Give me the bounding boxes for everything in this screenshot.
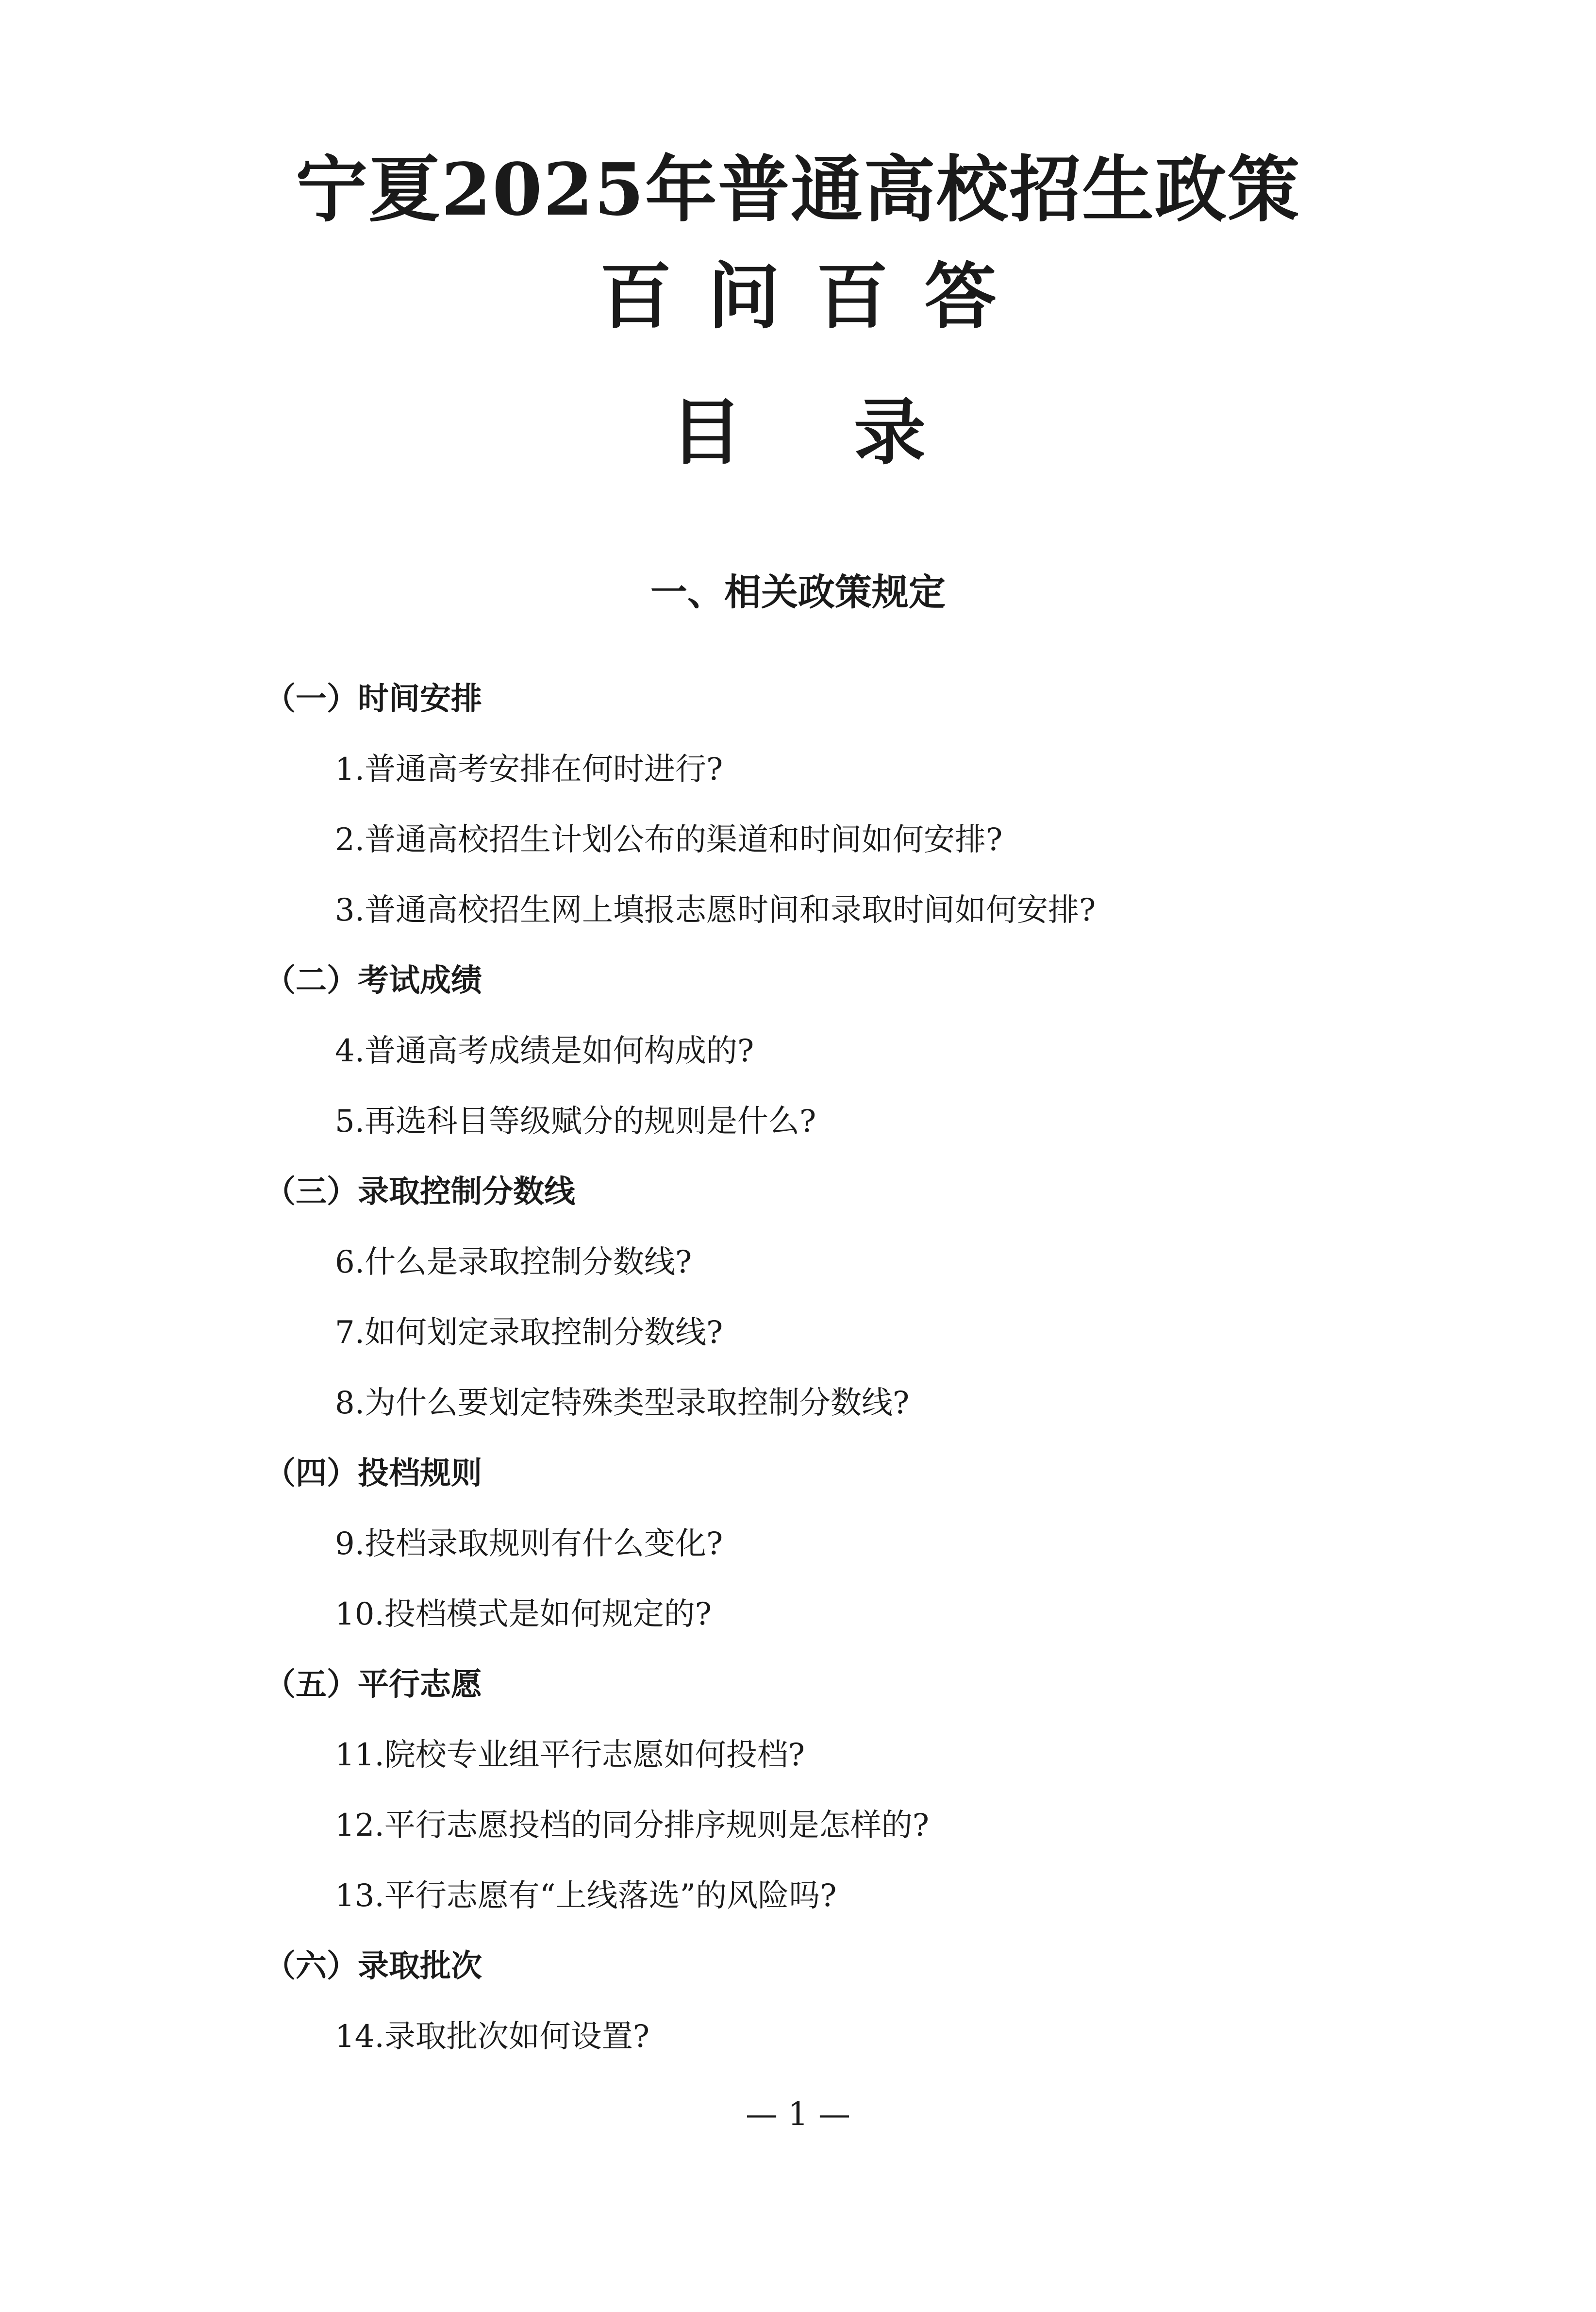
toc-item: 1.普通高考安排在何时进行? — [335, 752, 723, 787]
toc-item: 14.录取批次如何设置? — [335, 2019, 650, 2055]
toc-item: 2.普通高校招生计划公布的渠道和时间如何安排? — [335, 822, 1003, 858]
document-subtitle: 百问百答 — [599, 254, 1033, 338]
document-title: 宁夏2025年普通高校招生政策 — [296, 147, 1300, 232]
toc-subsection-rules: （四）投档规则 — [265, 1456, 482, 1491]
toc-item: 3.普通高校招生网上填报志愿时间和录取时间如何安排? — [335, 892, 1096, 928]
toc-item: 8.为什么要划定特殊类型录取控制分数线? — [335, 1385, 910, 1421]
page-number: — 1 — — [746, 2095, 850, 2133]
toc-subsection-scores: （二）考试成绩 — [265, 963, 482, 999]
toc-item: 5.再选科目等级赋分的规则是什么? — [335, 1104, 816, 1139]
toc-item: 13.平行志愿有“上线落选”的风险吗? — [335, 1878, 837, 1914]
section-heading: 一、相关政策规定 — [650, 570, 946, 614]
toc-heading: 目录 — [670, 390, 1037, 474]
toc-item: 11.院校专业组平行志愿如何投档? — [335, 1737, 805, 1773]
toc-subsection-parallel: （五）平行志愿 — [265, 1667, 482, 1703]
toc-item: 4.普通高考成绩是如何构成的? — [335, 1033, 754, 1069]
toc-subsection-cutoff: （三）录取控制分数线 — [265, 1174, 575, 1210]
toc-item: 12.平行志愿投档的同分排序规则是怎样的? — [335, 1808, 930, 1843]
toc-item: 7.如何划定录取控制分数线? — [335, 1315, 723, 1351]
toc-subsection-batches: （六）录取批次 — [265, 1948, 482, 1984]
toc-subsection-time: （一）时间安排 — [265, 681, 482, 717]
toc-item: 9.投档录取规则有什么变化? — [335, 1526, 723, 1562]
toc-item: 6.什么是录取控制分数线? — [335, 1244, 692, 1280]
toc-item: 10.投档模式是如何规定的? — [335, 1596, 712, 1632]
